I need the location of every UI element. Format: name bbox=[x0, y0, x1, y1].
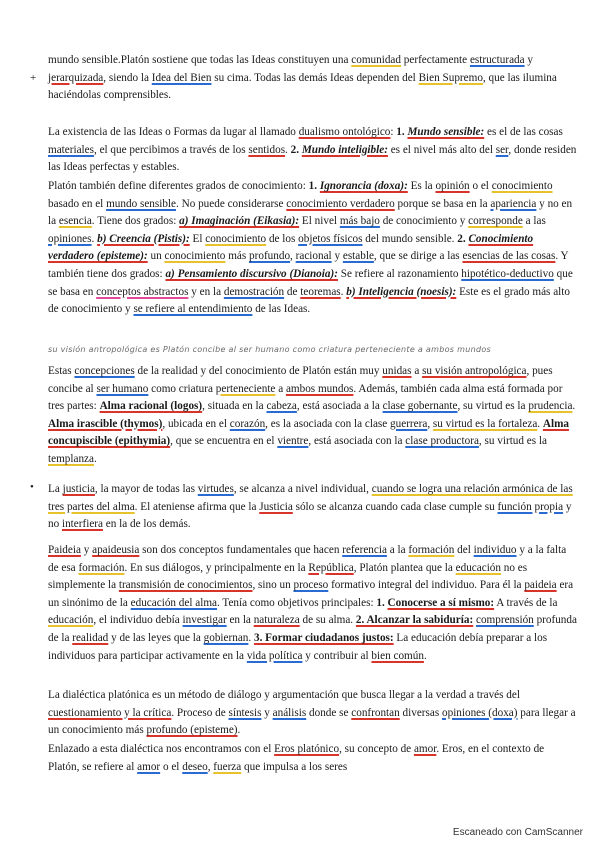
highlighted-text: perteneciente bbox=[215, 382, 276, 395]
highlighted-text: a) Pensamiento discursivo (Dianoia): bbox=[165, 267, 338, 280]
highlighted-text: esencias de las cosas bbox=[462, 250, 556, 263]
highlighted-text: Eros platónico bbox=[274, 743, 340, 755]
highlighted-text: Alma racional (logos) bbox=[99, 400, 203, 413]
text-run: mundo sensible.Platón sostiene que todas las Ideas constituyen una bbox=[48, 54, 352, 66]
highlighted-text: 1. bbox=[396, 126, 408, 138]
text-run: . En sus diálogos, y principalmente en la bbox=[124, 561, 309, 574]
text-run: . bbox=[423, 649, 427, 662]
highlighted-text: estable bbox=[342, 250, 374, 263]
highlighted-text: esencia bbox=[58, 215, 92, 228]
text-run: diversas bbox=[399, 706, 442, 719]
highlighted-text: teoremas bbox=[300, 285, 341, 298]
highlighted-text: realidad bbox=[72, 631, 109, 644]
text-run: , su virtud es la bbox=[457, 400, 529, 413]
highlighted-text: investigar bbox=[182, 614, 227, 627]
highlighted-text: 1. bbox=[376, 596, 388, 609]
text-run: para llegar a un conocimiento más bbox=[48, 706, 576, 737]
highlighted-text: estructurada bbox=[469, 54, 525, 66]
text-run: Este es el grado más alto de conocimiento y bbox=[48, 285, 570, 316]
text-run: y bbox=[331, 250, 343, 263]
text-run: , es la asociada con la clase bbox=[265, 417, 391, 430]
text-run: El bbox=[189, 232, 206, 245]
highlighted-text: conocimiento bbox=[164, 250, 226, 263]
highlighted-text: conocimiento bbox=[205, 232, 267, 245]
highlighted-text: virtudes bbox=[197, 483, 234, 495]
text-run: a la bbox=[386, 544, 409, 556]
highlighted-text: clase productora bbox=[405, 435, 479, 448]
text-run: , el que percibimos a través de los bbox=[93, 143, 249, 156]
highlighted-text: función propia bbox=[497, 500, 564, 513]
text-run: , su concepto de bbox=[339, 743, 414, 755]
text-run: , bbox=[207, 760, 214, 773]
highlighted-text: a) Imaginación (Eikasia): bbox=[179, 215, 300, 228]
highlighted-text: comunidad bbox=[351, 54, 401, 66]
highlighted-text: hipotético-deductivo bbox=[461, 267, 554, 280]
text-run: Platón también define diferentes grados de conocimiento: bbox=[48, 180, 309, 192]
highlighted-text: corazón bbox=[229, 417, 266, 430]
highlighted-text: formación bbox=[408, 544, 455, 556]
text-run: era un sinónimo de la bbox=[48, 579, 574, 609]
highlighted-text: 2. bbox=[290, 143, 302, 156]
text-run: , siendo la bbox=[103, 71, 152, 84]
text-run: más bbox=[225, 250, 250, 263]
highlighted-text: ser bbox=[495, 143, 509, 156]
highlighted-text: confrontan bbox=[351, 706, 400, 719]
text-run: o el bbox=[160, 760, 183, 773]
text-run: que se basa en bbox=[48, 267, 573, 298]
text-run: , que se encuentra en el bbox=[170, 435, 278, 448]
highlighted-text: referencia bbox=[342, 544, 387, 556]
highlighted-text: prudencia bbox=[528, 400, 573, 413]
highlighted-text: templanza bbox=[48, 452, 94, 465]
highlighted-text: justicia bbox=[62, 483, 95, 495]
text-run: Enlazado a esta dialéctica nos encontramos con el bbox=[48, 743, 275, 755]
highlighted-text: opiniones (doxa) bbox=[442, 706, 518, 719]
text-run: . bbox=[91, 232, 98, 245]
text-run: y bbox=[261, 706, 273, 719]
text-run: La dialéctica platónica es un método de diálogo y argumentación que busca llegar a la verdad a través del bbox=[48, 689, 520, 701]
text-run: , está asociada a la bbox=[296, 400, 383, 413]
highlighted-text: opiniones bbox=[48, 232, 92, 245]
bullet-mark: + bbox=[30, 72, 37, 84]
highlighted-text: bien común bbox=[371, 649, 424, 662]
highlighted-text: conocimiento verdadero bbox=[286, 197, 395, 210]
highlighted-text: guerrera bbox=[390, 417, 428, 430]
highlighted-text: Bien Supremo bbox=[418, 71, 483, 84]
highlighted-text: análisis bbox=[272, 706, 307, 719]
text-run: , donde residen las Ideas perfectas y estables. bbox=[48, 143, 577, 174]
highlighted-text: conceptos abstractos bbox=[96, 285, 189, 298]
paragraph bbox=[48, 178, 578, 319]
highlighted-text: Alma irascible (thymos) bbox=[48, 417, 163, 430]
paragraph bbox=[48, 52, 578, 105]
highlighted-text: racional bbox=[295, 250, 332, 263]
text-run: no es simplemente la bbox=[48, 561, 528, 592]
highlighted-text: educación bbox=[48, 614, 94, 627]
highlighted-text: materiales bbox=[48, 143, 94, 156]
highlighted-text: unidas bbox=[382, 365, 412, 377]
highlighted-text: cuestionamiento y la crítica bbox=[48, 706, 172, 719]
highlighted-text: naturaleza bbox=[253, 614, 300, 627]
handwritten-note: su visión antropológica es Platón concibe al ser humano como criatura perteneciente a ambos mundos bbox=[48, 345, 491, 354]
highlighted-text: corresponde bbox=[468, 215, 523, 228]
highlighted-text: profundo (episteme) bbox=[146, 724, 238, 737]
text-run: . bbox=[248, 631, 254, 644]
highlighted-text: b) Creencia (Pistis): bbox=[97, 232, 190, 245]
text-run: profunda de la bbox=[48, 614, 577, 644]
highlighted-text: Conocerse a sí mismo: bbox=[387, 596, 495, 609]
highlighted-text: su visión antropológica bbox=[422, 365, 527, 377]
highlighted-text: deseo bbox=[182, 760, 208, 773]
text-run: son dos conceptos fundamentales que hacen bbox=[139, 544, 343, 556]
text-run: de bbox=[284, 285, 301, 298]
bullet-mark: • bbox=[30, 481, 34, 493]
highlighted-text: fuerza bbox=[213, 760, 242, 773]
text-run: : bbox=[390, 126, 397, 138]
text-run: y bbox=[80, 544, 93, 556]
highlighted-text: 2. bbox=[457, 232, 469, 245]
text-run: o el bbox=[469, 180, 492, 192]
text-run: sólo se alcanza cuando cada clase cumple su bbox=[292, 500, 498, 513]
text-run: . bbox=[572, 400, 576, 413]
text-run: . Tiene dos grados: bbox=[91, 215, 180, 228]
highlighted-text: síntesis bbox=[228, 706, 262, 719]
text-run: y bbox=[524, 54, 533, 66]
highlighted-text: Paideia bbox=[48, 544, 81, 556]
highlighted-text: ser humano bbox=[96, 382, 149, 395]
highlighted-text: Alma concupiscible (epithymia) bbox=[48, 417, 569, 448]
highlighted-text: jerarquizada bbox=[48, 71, 104, 84]
text-run: de su alma. bbox=[299, 614, 356, 627]
text-run: . El ateniense afirma que la bbox=[134, 500, 260, 513]
text-run: a bbox=[275, 382, 286, 395]
highlighted-text: formación bbox=[78, 561, 125, 574]
text-run: , que se dirige a las bbox=[373, 250, 463, 263]
highlighted-text: gobiernan bbox=[203, 631, 249, 644]
paragraph bbox=[48, 542, 578, 665]
highlighted-text: transmisión de conocimientos bbox=[118, 579, 253, 592]
highlighted-text: conocimiento bbox=[491, 180, 553, 192]
paragraph bbox=[48, 481, 578, 534]
text-run: El nivel bbox=[299, 215, 340, 228]
text-run: , se alcanza a nivel individual, bbox=[233, 483, 372, 495]
text-run: A través de la bbox=[494, 596, 558, 609]
text-run: su cima. Todas las demás Ideas dependen del bbox=[211, 71, 419, 84]
text-run: , ubicada en el bbox=[162, 417, 230, 430]
highlighted-text: Mundo sensible: bbox=[407, 126, 485, 138]
text-run: . bbox=[340, 285, 347, 298]
highlighted-text: educación bbox=[455, 561, 501, 574]
text-run: del mundo sensible. bbox=[362, 232, 458, 245]
text-run: basado en el bbox=[48, 197, 107, 210]
highlighted-text: Justicia bbox=[259, 500, 293, 513]
highlighted-text: dualismo ontológico bbox=[298, 126, 391, 138]
text-run: y no bbox=[48, 500, 572, 531]
highlighted-text: mundo sensible bbox=[106, 197, 177, 210]
text-run: de las Ideas. bbox=[252, 303, 311, 316]
text-run: . Eros, en el contexto de Platón, se refiere al bbox=[48, 743, 545, 773]
text-run: donde se bbox=[306, 706, 352, 719]
text-run: y no en la bbox=[48, 197, 573, 228]
text-run: de los bbox=[266, 232, 299, 245]
text-run: Es la bbox=[407, 180, 436, 192]
text-run: y en la bbox=[188, 285, 224, 298]
highlighted-text: paideia bbox=[524, 579, 557, 592]
text-run: . Tenía como objetivos principales: bbox=[217, 596, 377, 609]
text-run: de conocimiento y bbox=[379, 215, 469, 228]
text-run: , situada en la bbox=[202, 400, 267, 413]
paragraph bbox=[48, 124, 578, 177]
text-run: . bbox=[93, 452, 97, 465]
text-run: , pues concibe al bbox=[48, 365, 553, 395]
highlighted-text: comprensión bbox=[475, 614, 534, 627]
highlighted-text: concepciones bbox=[74, 365, 135, 377]
text-run: . Proceso de bbox=[171, 706, 229, 719]
text-run: La existencia de las Ideas o Formas da lugar al llamado bbox=[48, 126, 299, 138]
text-run: y a la falta de esa bbox=[48, 544, 567, 574]
highlighted-text: clase gobernante bbox=[382, 400, 458, 413]
text-run: , el individuo debía bbox=[93, 614, 183, 627]
text-run: y contribuir al bbox=[302, 649, 372, 662]
highlighted-text: opinión bbox=[435, 180, 470, 192]
highlighted-text: ambos mundos bbox=[285, 382, 354, 395]
highlighted-text: 3. Formar ciudadanos justos: bbox=[253, 631, 394, 644]
highlighted-text: interfiera bbox=[61, 518, 103, 531]
paragraph bbox=[48, 363, 578, 469]
text-run: . bbox=[537, 417, 543, 430]
text-run: Estas bbox=[48, 365, 75, 377]
highlighted-text: individuo bbox=[473, 544, 517, 556]
text-run: porque se basa en la bbox=[394, 197, 491, 210]
text-run: y de las leyes que la bbox=[108, 631, 204, 644]
text-run: . Y también tiene dos grados: bbox=[48, 250, 569, 280]
highlighted-text: más bajo bbox=[339, 215, 380, 228]
text-run: es el nivel más alto del bbox=[387, 143, 496, 156]
text-run: Se refiere al razonamiento bbox=[337, 267, 462, 280]
highlighted-text: objetos físicos bbox=[298, 232, 363, 245]
text-run: formativo integral del individuo. Para él la bbox=[328, 579, 525, 592]
highlighted-text: cuando se logra una relación armónica de las tres partes del alma bbox=[48, 483, 573, 513]
text-run: , bbox=[427, 417, 433, 430]
text-run: en la bbox=[226, 614, 254, 627]
text-run: , está asociada con la bbox=[308, 435, 406, 448]
text-run: . Además, también cada alma está formada por tres partes: bbox=[48, 382, 563, 413]
text-run: a las bbox=[522, 215, 546, 228]
highlighted-text: apaideusia bbox=[92, 544, 140, 556]
text-run: . No puede considerarse bbox=[176, 197, 287, 210]
text-run: como criatura bbox=[148, 382, 216, 395]
text-run: , la mayor de todas las bbox=[94, 483, 198, 495]
highlighted-text: amor bbox=[137, 760, 161, 773]
highlighted-text: República bbox=[308, 561, 354, 574]
highlighted-text: amor bbox=[413, 743, 437, 755]
paragraph bbox=[48, 741, 578, 776]
text-run: , Platón plantea que la bbox=[353, 561, 456, 574]
text-run: en la de los demás. bbox=[102, 518, 191, 531]
text-run: La educación debía preparar a los individuos para participar activamente en la bbox=[48, 631, 548, 662]
highlighted-text: 2. Alcanzar la sabiduría: bbox=[355, 614, 474, 627]
text-run: a bbox=[411, 365, 423, 377]
text-run: un bbox=[147, 250, 165, 263]
highlighted-text: su virtud es la fortaleza bbox=[432, 417, 538, 430]
paragraph bbox=[48, 687, 578, 740]
text-run: es el de las cosas bbox=[484, 126, 563, 138]
text-run: , su virtud es la bbox=[478, 435, 547, 448]
highlighted-text: Idea del Bien bbox=[151, 71, 212, 84]
text-run: perfectamente bbox=[400, 54, 470, 66]
highlighted-text: proceso bbox=[293, 579, 329, 592]
text-run: del bbox=[454, 544, 474, 556]
highlighted-text: Mundo inteligible: bbox=[301, 143, 388, 156]
text-run: de la realidad y del conocimiento de Platón están muy bbox=[134, 365, 383, 377]
scanner-watermark: Escaneado con CamScanner bbox=[452, 827, 583, 838]
text-run: que impulsa a los seres bbox=[241, 760, 348, 773]
highlighted-text: Ignorancia (doxa): bbox=[319, 180, 408, 192]
highlighted-text: cabeza bbox=[266, 400, 297, 413]
highlighted-text: vientre bbox=[277, 435, 309, 448]
text-run: . bbox=[237, 724, 241, 737]
highlighted-text: 1. bbox=[308, 180, 320, 192]
highlighted-text: profundo bbox=[249, 250, 291, 263]
highlighted-text: se refiere al entendimiento bbox=[133, 303, 253, 316]
highlighted-text: vida política bbox=[246, 649, 303, 662]
text-run: , sino un bbox=[252, 579, 294, 592]
highlighted-text: demostración bbox=[223, 285, 285, 298]
highlighted-text: apariencia bbox=[490, 197, 537, 210]
text-run: , bbox=[290, 250, 296, 263]
highlighted-text: b) Inteligencia (noesis): bbox=[346, 285, 457, 298]
text-run: La bbox=[48, 483, 63, 495]
highlighted-text: Conocimiento verdadero (episteme): bbox=[48, 232, 534, 263]
text-run: , que las ilumina haciéndolas comprensibles. bbox=[48, 71, 557, 102]
text-run: . bbox=[285, 143, 291, 156]
highlighted-text: educación del alma bbox=[130, 596, 218, 609]
highlighted-text: sentidos bbox=[248, 143, 286, 156]
